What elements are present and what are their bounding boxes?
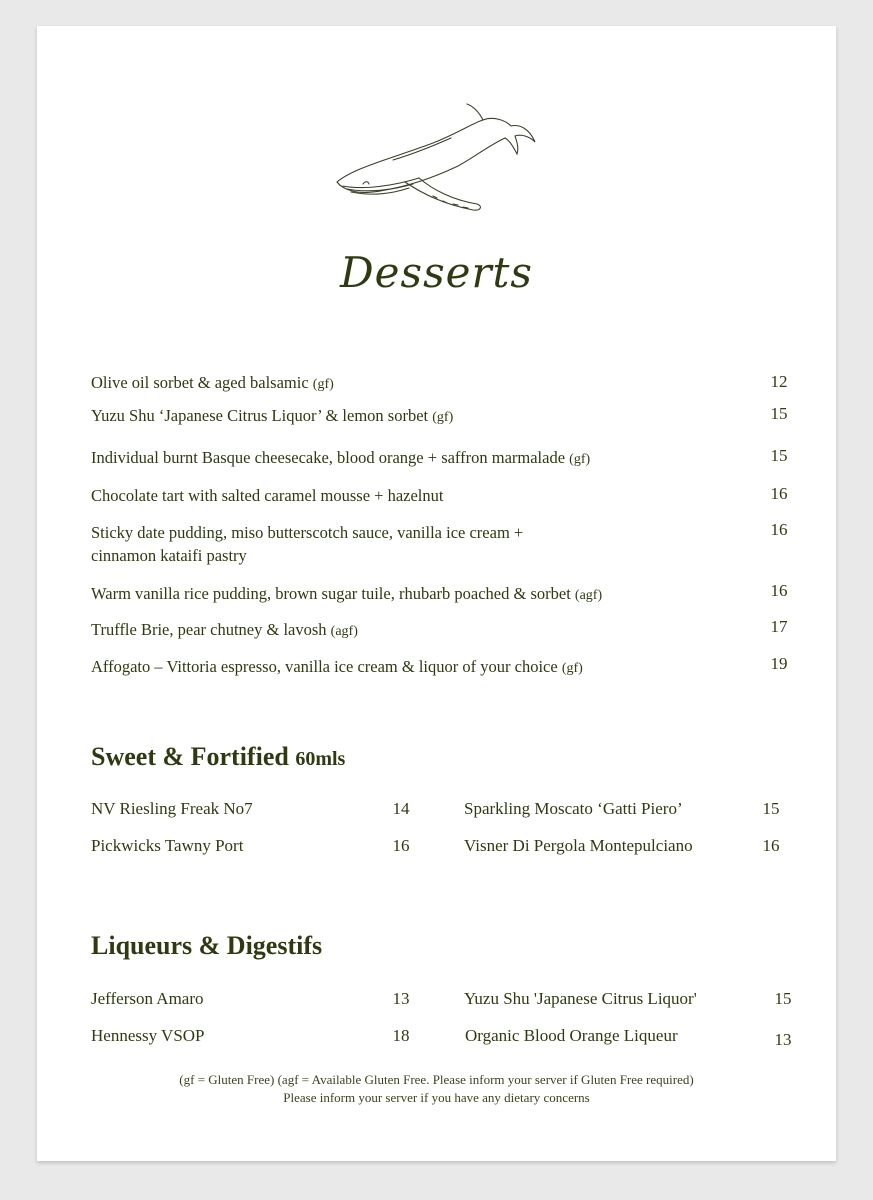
dessert-item: Yuzu Shu ‘Japanese Citrus Liquor’ & lemon sorbet (gf) [91, 406, 454, 425]
dessert-price: 16 [770, 581, 788, 600]
drink-price: 16 [392, 836, 410, 855]
dessert-price: 12 [770, 372, 788, 391]
whale-illustration [333, 98, 541, 216]
drink-name: Yuzu Shu 'Japanese Citrus Liquor' [464, 989, 697, 1008]
drink-name: Sparkling Moscato ‘Gatti Piero’ [464, 799, 683, 818]
drink-price: 13 [774, 1030, 792, 1049]
footer-dietary: Please inform your server if you have any dietary concerns [283, 1090, 590, 1105]
drink-price: 18 [392, 1026, 410, 1045]
drink-name: Pickwicks Tawny Port [91, 836, 244, 855]
dessert-item: Sticky date pudding, miso butterscotch sauce, vanilla ice cream + cinnamon kataifi pastry [91, 523, 524, 565]
drink-price: 15 [774, 989, 792, 1008]
dessert-price: 15 [770, 404, 788, 423]
section-heading-liqueurs: Liqueurs & Digestifs [91, 931, 323, 960]
drink-name: Hennessy VSOP [91, 1026, 205, 1045]
dessert-item: Individual burnt Basque cheesecake, blood orange + saffron marmalade (gf) [91, 448, 591, 467]
drink-price: 15 [762, 799, 780, 818]
dessert-price: 16 [770, 484, 788, 503]
drink-name: NV Riesling Freak No7 [91, 799, 253, 818]
dessert-price: 19 [770, 654, 788, 673]
dessert-price: 16 [770, 520, 788, 539]
dessert-item: Truffle Brie, pear chutney & lavosh (agf) [91, 620, 358, 639]
dessert-price: 17 [770, 617, 788, 636]
dessert-item: Warm vanilla rice pudding, brown sugar tuile, rhubarb poached & sorbet (agf) [91, 584, 603, 603]
drink-price: 13 [392, 989, 410, 1008]
dessert-item: Olive oil sorbet & aged balsamic (gf) [91, 373, 334, 392]
menu-page [37, 26, 836, 1161]
drink-name: Jefferson Amaro [91, 989, 204, 1008]
drink-name: Visner Di Pergola Montepulciano [464, 836, 693, 855]
dessert-item: Affogato – Vittoria espresso, vanilla ice cream & liquor of your choice (gf) [91, 657, 583, 676]
footer-note: (gf = Gluten Free) (agf = Available Gluten Free. Please inform your server if Gluten Free required) [179, 1072, 694, 1087]
dessert-item: Chocolate tart with salted caramel mousse + hazelnut [91, 486, 444, 505]
drink-price: 16 [762, 836, 780, 855]
page-title: Desserts [339, 248, 533, 297]
drink-price: 14 [392, 799, 410, 818]
drink-name: Organic Blood Orange Liqueur [465, 1026, 678, 1045]
section-heading-sweet-fortified: Sweet & Fortified 60mls [91, 742, 346, 771]
dessert-price: 15 [770, 446, 788, 465]
